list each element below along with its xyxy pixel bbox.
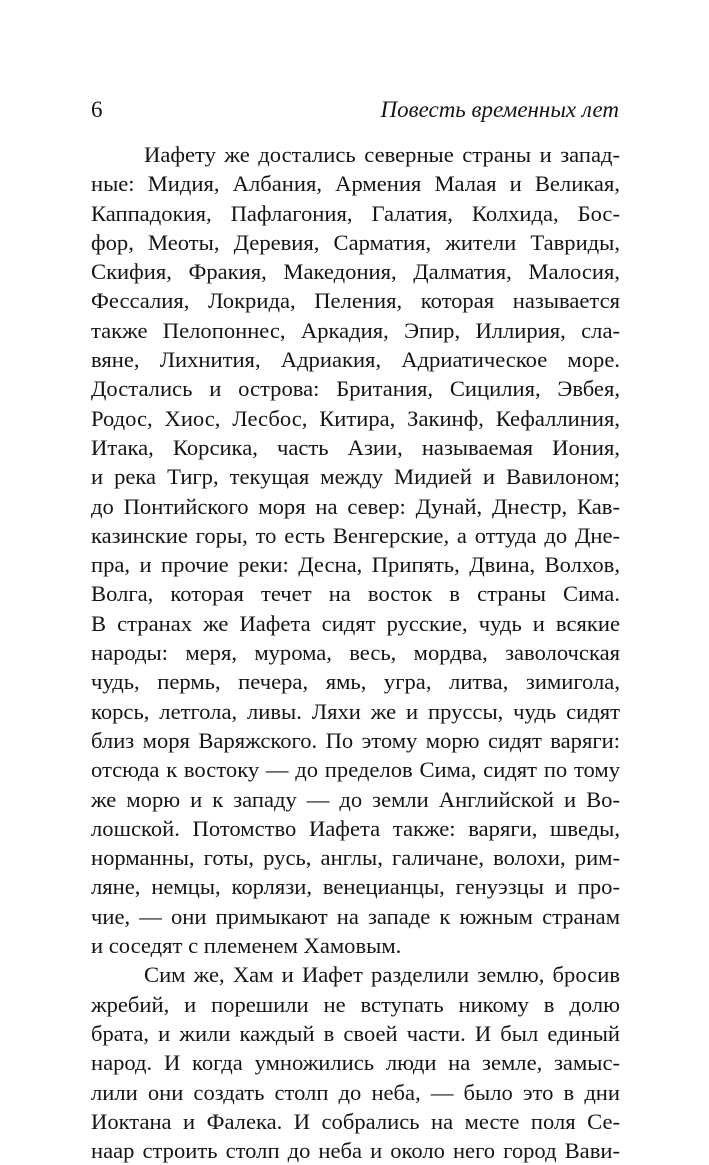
text-line: наар строить столп до неба и около него город Вави- <box>91 1138 620 1164</box>
text-line: и соседят с племенем Хамовым. <box>91 933 402 959</box>
text-line: Фессалия, Локрида, Пеления, которая называется <box>91 288 620 314</box>
text-line: корсь, летгола, ливы. Ляхи же и пруссы, чудь сидят <box>91 698 620 724</box>
text-line: народ. И когда умножились люди на земле, замыс- <box>91 1050 620 1076</box>
text-line: брата, и жили каждый в своей части. И был единый <box>91 1020 620 1046</box>
text-line: Скифия, Фракия, Македония, Далматия, Малосия, <box>91 259 620 285</box>
text-line: Итака, Корсика, часть Азии, называемая Иония, <box>91 434 620 460</box>
text-line: Иафету же достались северные страны и запад- <box>144 142 620 167</box>
page-number: 6 <box>91 97 103 122</box>
text-line: Каппадокия, Пафлагония, Галатия, Колхида, Бос- <box>91 200 620 226</box>
page-header <box>91 93 619 127</box>
running-title: Повесть временных лет <box>380 97 619 122</box>
text-line: Родос, Хиос, Лесбос, Китира, Закинф, Кефаллиния, <box>91 405 620 431</box>
text-line: лошской. Потомство Иафета также: варяги, шведы, <box>91 815 620 841</box>
text-line: же морю и к западу — до земли Английской и Во- <box>91 786 620 812</box>
text-line: жребий, и порешили не вступать никому в долю <box>91 991 620 1017</box>
text-line: близ моря Варяжского. По этому морю сидят варяги: <box>91 727 620 753</box>
text-line: и река Тигр, текущая между Мидией и Вавилоном; <box>91 464 620 490</box>
text-line: Достались и острова: Британия, Сицилия, Эвбея, <box>91 376 620 402</box>
text-line: В странах же Иафета сидят русские, чудь и всякие <box>91 610 620 636</box>
text-line: до Понтийского моря на север: Дунай, Днестр, Кав- <box>91 493 620 519</box>
text-line: ляне, немцы, корлязи, венецианцы, генуэзцы и про- <box>91 874 620 900</box>
text-line: пра, и прочие реки: Десна, Припять, Двина, Волхов, <box>91 552 620 578</box>
text-line: Иоктана и Фалека. И собрались на месте поля Се- <box>91 1108 620 1134</box>
text-line: отсюда к востоку — до пределов Сима, сидят по тому <box>91 757 620 783</box>
text-line: казинские горы, то есть Венгерские, а оттуда до Дне- <box>91 522 620 548</box>
text-line: Волга, которая течет на восток в страны Сима. <box>91 581 620 607</box>
text-line: чие, — они примыкают на западе к южным странам <box>91 903 620 929</box>
text-line: ные: Мидия, Албания, Армения Малая и Великая, <box>91 171 620 197</box>
text-line: Сим же, Хам и Иафет разделили землю, бросив <box>144 962 620 988</box>
text-line: чудь, пермь, печера, ямь, угра, литва, зимигола, <box>91 669 620 695</box>
text-line: фор, Меоты, Деревия, Сарматия, жители Тавриды, <box>91 229 620 255</box>
text-line: также Пелопоннес, Аркадия, Эпир, Иллирия, сла- <box>91 317 620 343</box>
text-line: лили они создать столп до неба, — было это в дни <box>91 1079 620 1105</box>
text-line: вяне, Лихнития, Адриакия, Адриатическое море. <box>91 347 620 373</box>
text-line: народы: меря, мурома, весь, мордва, заволочская <box>91 640 620 666</box>
text-line: норманны, готы, русь, англы, галичане, волохи, рим- <box>91 845 620 871</box>
body-text <box>91 140 620 1165</box>
